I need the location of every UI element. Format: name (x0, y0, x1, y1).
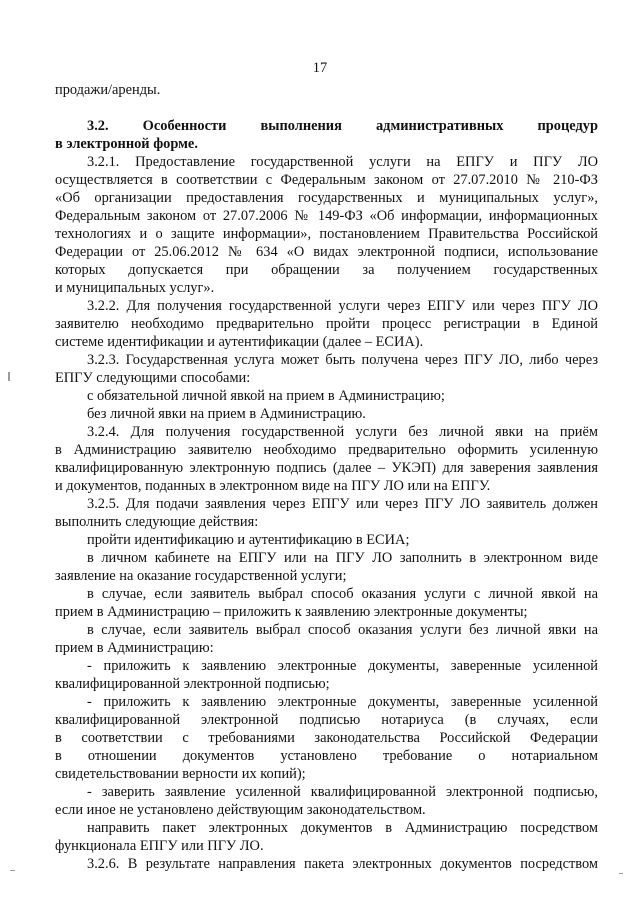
text-line: квалифицированную электронную подпись (далее – УКЭП) для заверения заявления (55, 460, 598, 476)
text-line: без личной явки на прием в Администрацию. (87, 406, 366, 422)
text-line: заявителю необходимо предварительно пройти процесс регистрации в Единой (55, 316, 598, 332)
heading-word: Особенности (142, 118, 227, 134)
text-line: - приложить к заявлению электронные документы, заверенные усиленной (87, 658, 598, 674)
text-line: 3.2.5. Для подачи заявления через ЕПГУ или через ПГУ ЛО заявитель должен (87, 496, 598, 512)
text-line: 3.2.1. Предоставление государственной услуги на ЕПГУ и ПГУ ЛО (87, 154, 598, 170)
text-line: прием в Администрацию: (55, 640, 214, 656)
text-line: выполнить следующие действия: (55, 514, 259, 530)
text-line: квалифицированной электронной подписью; (55, 676, 330, 692)
text-line: и муниципальных услуг». (55, 280, 215, 296)
text-line: в отношении документов установлено требование о нотариальном (55, 748, 598, 764)
body-text (55, 81, 598, 873)
text-line: квалифицированной электронной подписью нотариуса (в случаях, если (55, 712, 598, 728)
text-line: прием в Администрацию – приложить к заявлению электронные документы; (55, 604, 528, 620)
text-line: системе идентификации и аутентификации (далее – ЕСИА). (55, 334, 424, 350)
text-line: Федеральным законом от 27.07.2006 № 149-ФЗ «Об информации, информационных (55, 208, 598, 224)
text-line: пройти идентификацию и аутентификацию в ЕСИА; (87, 532, 410, 548)
section-heading-cont: в электронной форме. (55, 136, 198, 152)
text-line: в случае, если заявитель выбрал способ оказания услуги без личной явки на (87, 622, 598, 638)
heading-word: административных (375, 118, 504, 134)
text-line: 3.2.6. В результате направления пакета электронных документов посредством (87, 856, 598, 872)
text-line: если иное не установлено действующим законодательством. (55, 802, 426, 818)
text-line: технологиях и о защите информации», постановлением Правительства Российской (55, 226, 598, 242)
text-line: Федерации от 25.06.2012 № 634 «О видах электронной подписи, использование (55, 244, 598, 260)
text-line: с обязательной личной явкой на прием в Администрацию; (87, 388, 445, 404)
text-line: 3.2.2. Для получения государственной услуги через ЕПГУ или через ПГУ ЛО (87, 298, 598, 314)
text-line: в случае, если заявитель выбрал способ оказания услуги с личной явкой на (87, 586, 598, 602)
page-number: 17 (312, 60, 328, 76)
carryover-line: продажи/аренды. (55, 82, 161, 98)
text-line: ЕПГУ следующими способами: (55, 370, 251, 386)
section-heading (55, 117, 598, 135)
text-line: в личном кабинете на ЕПГУ или на ПГУ ЛО заполнить в электронном виде (87, 550, 598, 566)
text-line: осуществляется в соответствии с Федеральным законом от 27.07.2010 № 210-ФЗ (55, 172, 598, 188)
text-line: 3.2.3. Государственная услуга может быть получена через ПГУ ЛО, либо через (87, 352, 598, 368)
scan-mark (8, 372, 10, 381)
text-line: «Об организации предоставления государственных и муниципальных услуг», (55, 190, 598, 206)
text-line: - заверить заявление усиленной квалифицированной электронной подписью, (87, 784, 598, 800)
text-line: - приложить к заявлению электронные документы, заверенные усиленной (87, 694, 598, 710)
heading-word: выполнения (260, 118, 342, 134)
text-line: в Администрацию заявителю необходимо предварительно оформить усиленную (55, 442, 598, 458)
text-line: функционала ЕПГУ или ПГУ ЛО. (55, 838, 264, 854)
text-line: которых допускается при обращении за получением государственных (55, 262, 598, 278)
text-line: и документов, поданных в электронном виде на ПГУ ЛО или на ЕПГУ. (55, 478, 491, 494)
text-line: в соответствии с требованиями законодательства Российской Федерации (55, 730, 598, 746)
text-line: заявление на оказание государственной услуги; (55, 568, 347, 584)
heading-word: процедур (537, 118, 598, 134)
text-line: 3.2.4. Для получения государственной услуги без личной явки на приём (87, 424, 598, 440)
section-number: 3.2. (87, 118, 109, 134)
scan-mark (619, 873, 623, 874)
scan-mark (10, 870, 15, 871)
text-line: направить пакет электронных документов в Администрацию посредством (87, 820, 598, 836)
text-line: свидетельствовании верности их копий); (55, 766, 306, 782)
